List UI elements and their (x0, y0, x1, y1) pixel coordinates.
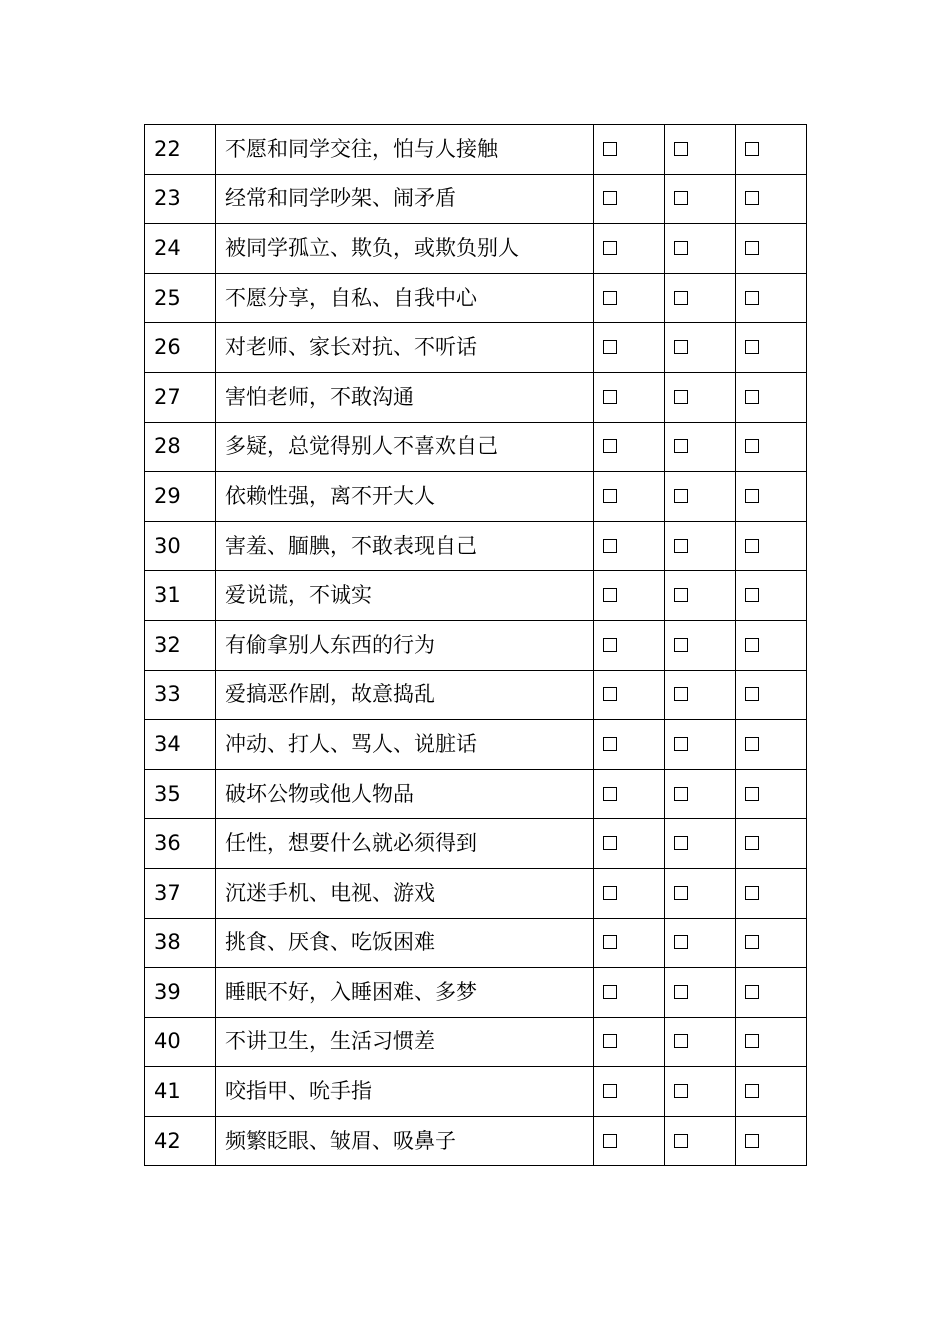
checkbox-3[interactable] (745, 1084, 759, 1098)
item-number: 40 (145, 1017, 216, 1067)
item-description: 依赖性强，离不开大人 (216, 472, 594, 522)
table-row (145, 472, 807, 522)
item-number: 24 (145, 224, 216, 274)
option-cell-3 (736, 472, 807, 522)
item-number: 27 (145, 372, 216, 422)
table-row (145, 1116, 807, 1166)
item-description: 害怕老师，不敢沟通 (216, 372, 594, 422)
checkbox-3[interactable] (745, 588, 759, 602)
option-cell-3 (736, 918, 807, 968)
option-cell-1 (594, 769, 665, 819)
option-cell-3 (736, 1116, 807, 1166)
checkbox-1[interactable] (603, 191, 617, 205)
item-number: 34 (145, 720, 216, 770)
option-cell-2 (665, 174, 736, 224)
option-cell-2 (665, 273, 736, 323)
checkbox-2[interactable] (674, 787, 688, 801)
checkbox-3[interactable] (745, 1034, 759, 1048)
option-cell-2 (665, 1017, 736, 1067)
table-row (145, 372, 807, 422)
checkbox-1[interactable] (603, 737, 617, 751)
option-cell-2 (665, 422, 736, 472)
checkbox-3[interactable] (745, 489, 759, 503)
option-cell-2 (665, 323, 736, 373)
item-number: 41 (145, 1067, 216, 1117)
item-number: 26 (145, 323, 216, 373)
item-description: 不愿分享，自私、自我中心 (216, 273, 594, 323)
item-description: 破坏公物或他人物品 (216, 769, 594, 819)
table-row (145, 224, 807, 274)
item-description: 睡眠不好，入睡困难、多梦 (216, 968, 594, 1018)
item-description: 经常和同学吵架、闹矛盾 (216, 174, 594, 224)
checkbox-1[interactable] (603, 836, 617, 850)
checkbox-1[interactable] (603, 638, 617, 652)
checkbox-2[interactable] (674, 340, 688, 354)
option-cell-3 (736, 372, 807, 422)
option-cell-3 (736, 571, 807, 621)
option-cell-2 (665, 224, 736, 274)
checkbox-3[interactable] (745, 142, 759, 156)
option-cell-2 (665, 372, 736, 422)
table-row (145, 769, 807, 819)
option-cell-3 (736, 1067, 807, 1117)
item-description: 冲动、打人、骂人、说脏话 (216, 720, 594, 770)
table-row (145, 273, 807, 323)
checkbox-2[interactable] (674, 737, 688, 751)
table-row (145, 174, 807, 224)
item-description: 被同学孤立、欺负，或欺负别人 (216, 224, 594, 274)
checkbox-2[interactable] (674, 1034, 688, 1048)
table-row (145, 620, 807, 670)
option-cell-1 (594, 918, 665, 968)
option-cell-3 (736, 720, 807, 770)
checkbox-1[interactable] (603, 1084, 617, 1098)
option-cell-1 (594, 224, 665, 274)
item-description: 沉迷手机、电视、游戏 (216, 868, 594, 918)
item-number: 23 (145, 174, 216, 224)
checkbox-2[interactable] (674, 588, 688, 602)
checkbox-3[interactable] (745, 638, 759, 652)
checkbox-2[interactable] (674, 241, 688, 255)
item-description: 对老师、家长对抗、不听话 (216, 323, 594, 373)
checkbox-1[interactable] (603, 985, 617, 999)
option-cell-2 (665, 472, 736, 522)
checkbox-2[interactable] (674, 1084, 688, 1098)
checkbox-1[interactable] (603, 1034, 617, 1048)
option-cell-3 (736, 620, 807, 670)
table-body (145, 125, 807, 1166)
checkbox-3[interactable] (745, 836, 759, 850)
checkbox-3[interactable] (745, 687, 759, 701)
checkbox-1[interactable] (603, 291, 617, 305)
option-cell-2 (665, 670, 736, 720)
option-cell-3 (736, 224, 807, 274)
option-cell-2 (665, 1116, 736, 1166)
item-description: 爱搞恶作剧，故意捣乱 (216, 670, 594, 720)
item-number: 25 (145, 273, 216, 323)
item-number: 30 (145, 521, 216, 571)
item-number: 33 (145, 670, 216, 720)
checkbox-3[interactable] (745, 787, 759, 801)
checkbox-1[interactable] (603, 687, 617, 701)
option-cell-3 (736, 769, 807, 819)
option-cell-1 (594, 125, 665, 175)
checkbox-1[interactable] (603, 241, 617, 255)
checkbox-1[interactable] (603, 390, 617, 404)
item-description: 不讲卫生，生活习惯差 (216, 1017, 594, 1067)
checkbox-1[interactable] (603, 935, 617, 949)
checkbox-2[interactable] (674, 1134, 688, 1148)
table-row (145, 422, 807, 472)
checkbox-1[interactable] (603, 489, 617, 503)
checkbox-3[interactable] (745, 935, 759, 949)
checkbox-3[interactable] (745, 439, 759, 453)
checkbox-1[interactable] (603, 439, 617, 453)
checkbox-1[interactable] (603, 340, 617, 354)
checkbox-2[interactable] (674, 489, 688, 503)
behavior-checklist-table (144, 124, 807, 1166)
option-cell-3 (736, 968, 807, 1018)
option-cell-1 (594, 422, 665, 472)
option-cell-1 (594, 323, 665, 373)
option-cell-1 (594, 670, 665, 720)
table-row (145, 670, 807, 720)
option-cell-1 (594, 521, 665, 571)
checkbox-1[interactable] (603, 787, 617, 801)
checkbox-3[interactable] (745, 291, 759, 305)
checkbox-2[interactable] (674, 539, 688, 553)
option-cell-2 (665, 868, 736, 918)
option-cell-3 (736, 868, 807, 918)
item-number: 37 (145, 868, 216, 918)
checkbox-2[interactable] (674, 886, 688, 900)
checkbox-1[interactable] (603, 539, 617, 553)
table-row (145, 868, 807, 918)
checkbox-3[interactable] (745, 390, 759, 404)
option-cell-1 (594, 273, 665, 323)
option-cell-1 (594, 720, 665, 770)
option-cell-2 (665, 1067, 736, 1117)
checkbox-2[interactable] (674, 191, 688, 205)
item-number: 32 (145, 620, 216, 670)
option-cell-3 (736, 273, 807, 323)
item-description: 多疑，总觉得别人不喜欢自己 (216, 422, 594, 472)
checkbox-3[interactable] (745, 191, 759, 205)
option-cell-1 (594, 571, 665, 621)
item-number: 39 (145, 968, 216, 1018)
checkbox-3[interactable] (745, 539, 759, 553)
option-cell-3 (736, 670, 807, 720)
option-cell-1 (594, 819, 665, 869)
checkbox-3[interactable] (745, 1134, 759, 1148)
item-number: 36 (145, 819, 216, 869)
item-number: 28 (145, 422, 216, 472)
table-row (145, 125, 807, 175)
table-row (145, 571, 807, 621)
option-cell-2 (665, 620, 736, 670)
item-description: 爱说谎，不诚实 (216, 571, 594, 621)
option-cell-1 (594, 372, 665, 422)
item-description: 频繁眨眼、皱眉、吸鼻子 (216, 1116, 594, 1166)
option-cell-1 (594, 868, 665, 918)
option-cell-1 (594, 1116, 665, 1166)
table-row (145, 1067, 807, 1117)
checkbox-3[interactable] (745, 737, 759, 751)
option-cell-3 (736, 521, 807, 571)
option-cell-3 (736, 422, 807, 472)
item-number: 22 (145, 125, 216, 175)
checkbox-3[interactable] (745, 241, 759, 255)
item-number: 31 (145, 571, 216, 621)
item-number: 42 (145, 1116, 216, 1166)
item-description: 挑食、厌食、吃饭困难 (216, 918, 594, 968)
checkbox-3[interactable] (745, 340, 759, 354)
item-description: 任性，想要什么就必须得到 (216, 819, 594, 869)
option-cell-1 (594, 472, 665, 522)
option-cell-3 (736, 174, 807, 224)
checkbox-1[interactable] (603, 142, 617, 156)
option-cell-2 (665, 720, 736, 770)
option-cell-2 (665, 918, 736, 968)
checkbox-2[interactable] (674, 291, 688, 305)
option-cell-1 (594, 1067, 665, 1117)
checkbox-3[interactable] (745, 985, 759, 999)
option-cell-3 (736, 819, 807, 869)
item-number: 35 (145, 769, 216, 819)
table-row (145, 521, 807, 571)
option-cell-2 (665, 571, 736, 621)
checkbox-2[interactable] (674, 836, 688, 850)
checkbox-3[interactable] (745, 886, 759, 900)
table-row (145, 720, 807, 770)
table-row (145, 819, 807, 869)
option-cell-1 (594, 1017, 665, 1067)
option-cell-2 (665, 819, 736, 869)
option-cell-2 (665, 769, 736, 819)
option-cell-1 (594, 174, 665, 224)
item-number: 38 (145, 918, 216, 968)
option-cell-3 (736, 125, 807, 175)
item-description: 有偷拿别人东西的行为 (216, 620, 594, 670)
checkbox-2[interactable] (674, 935, 688, 949)
option-cell-3 (736, 1017, 807, 1067)
option-cell-2 (665, 521, 736, 571)
table-row (145, 323, 807, 373)
checkbox-2[interactable] (674, 142, 688, 156)
table-row (145, 968, 807, 1018)
checkbox-1[interactable] (603, 588, 617, 602)
checkbox-2[interactable] (674, 638, 688, 652)
checkbox-2[interactable] (674, 985, 688, 999)
option-cell-1 (594, 968, 665, 1018)
checkbox-1[interactable] (603, 886, 617, 900)
checkbox-2[interactable] (674, 687, 688, 701)
item-number: 29 (145, 472, 216, 522)
table-row (145, 918, 807, 968)
item-description: 咬指甲、吮手指 (216, 1067, 594, 1117)
checkbox-1[interactable] (603, 1134, 617, 1148)
item-description: 不愿和同学交往，怕与人接触 (216, 125, 594, 175)
option-cell-2 (665, 968, 736, 1018)
checkbox-2[interactable] (674, 390, 688, 404)
option-cell-1 (594, 620, 665, 670)
checkbox-2[interactable] (674, 439, 688, 453)
item-description: 害羞、腼腆，不敢表现自己 (216, 521, 594, 571)
option-cell-2 (665, 125, 736, 175)
option-cell-3 (736, 323, 807, 373)
table-row (145, 1017, 807, 1067)
